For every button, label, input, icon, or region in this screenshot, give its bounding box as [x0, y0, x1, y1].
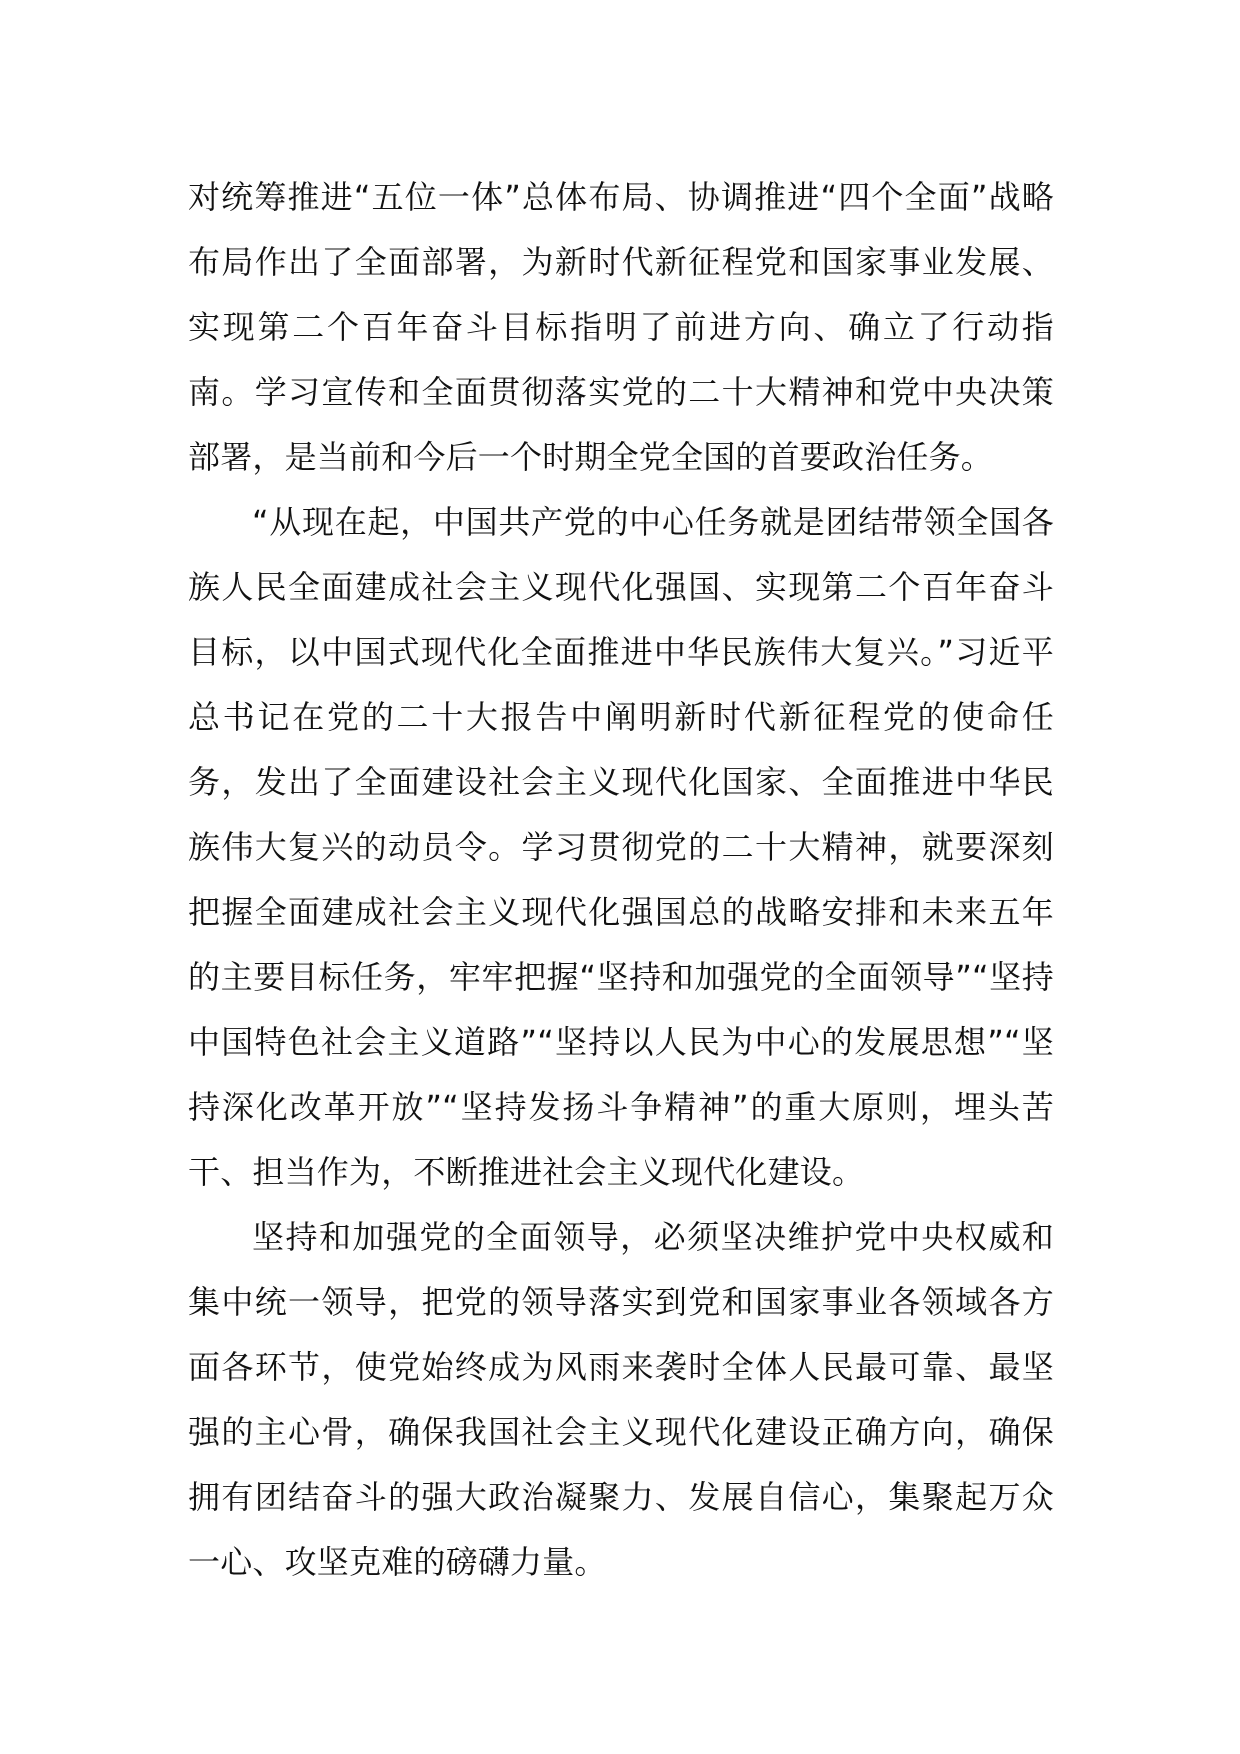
document-body	[188, 165, 1054, 1595]
paragraph-1: 对统筹推进“五位一体”总体布局、协调推进“四个全面”战略布局作出了全面部署，为新时代新征程党和国家事业发展、实现第二个百年奋斗目标指明了前进方向、确立了行动指南。学习宣传和全面贯彻落实党的二十大精神和党中央决策部署，是当前和今后一个时期全党全国的首要政治任务。	[188, 178, 1054, 476]
paragraph-2: “从现在起，中国共产党的中心任务就是团结带领全国各族人民全面建成社会主义现代化强国、实现第二个百年奋斗目标，以中国式现代化全面推进中华民族伟大复兴。”习近平总书记在党的二十大报告中阐明新时代新征程党的使命任务，发出了全面建设社会主义现代化国家、全面推进中华民族伟大复兴的动员令。学习贯彻党的二十大精神，就要深刻把握全面建成社会主义现代化强国总的战略安排和未来五年的主要目标任务，牢牢把握“坚持和加强党的全面领导”“坚持中国特色社会主义道路”“坚持以人民为中心的发展思想”“坚持深化改革开放”“坚持发扬斗争精神”的重大原则，埋头苦干、担当作为，不断推进社会主义现代化建设。	[188, 503, 1054, 1191]
paragraph-3: 坚持和加强党的全面领导，必须坚决维护党中央权威和集中统一领导，把党的领导落实到党和国家事业各领域各方面各环节，使党始终成为风雨来袭时全体人民最可靠、最坚强的主心骨，确保我国社会主义现代化建设正确方向，确保拥有团结奋斗的强大政治凝聚力、发展自信心，集聚起万众一心、攻坚克难的磅礴力量。	[188, 1218, 1054, 1581]
